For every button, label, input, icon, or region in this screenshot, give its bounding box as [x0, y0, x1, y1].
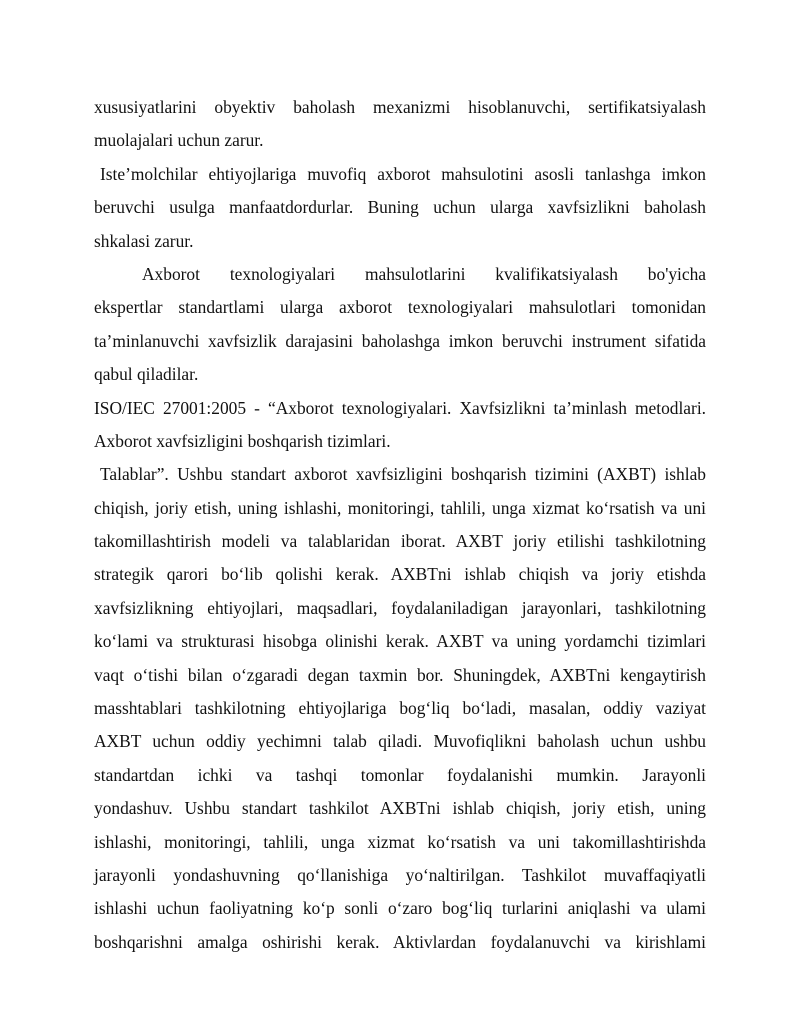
text-line: yondashuv. Ushbu standart tashkilot AXBTni ishlab chiqish, joriy etish, uning [94, 798, 706, 819]
text-line: ishlashi, monitoringi, tahlili, unga xizmat ko‘rsatish va uni takomillashtirishda [94, 831, 706, 852]
text-line: takomillashtirish modeli va talablaridan iborat. AXBT joriy etilishi tashkilotning [94, 531, 706, 552]
text-line: chiqish, joriy etish, uning ishlashi, monitoringi, tahlili, unga xizmat ko‘rsatish va uni [94, 497, 706, 518]
text-line: Axborot texnologiyalari mahsulotlarini kvalifikatsiyalash bo'yicha [142, 263, 706, 284]
text-line: jarayonli yondashuvning qo‘llanishiga yo‘naltirilgan. Tashkilot muvaffaqiyatli [94, 864, 706, 885]
text-line: qabul qiladilar. [94, 364, 199, 385]
text-line: standartdan ichki va tashqi tomonlar foydalanishi mumkin. Jarayonli [94, 764, 706, 785]
text-line: vaqt o‘tishi bilan o‘zgaradi degan taxmin bor. Shuningdek, AXBTni kengaytirish [94, 664, 706, 685]
text-line: ta’minlanuvchi xavfsizlik darajasini baholashga imkon beruvchi instrument sifatida [94, 330, 706, 351]
text-line: Axborot xavfsizligini boshqarish tizimlari. [94, 430, 391, 451]
text-line: shkalasi zarur. [94, 230, 194, 251]
text-line: xususiyatlarini obyektiv baholash mexanizmi hisoblanuvchi, sertifikatsiyalash [94, 97, 706, 117]
text-line: strategik qarori bo‘lib qolishi kerak. AXBTni ishlab chiqish va joriy etishda [94, 564, 706, 585]
text-line: xavfsizlikning ehtiyojlari, maqsadlari, foydalaniladigan jarayonlari, tashkilotning [94, 597, 706, 618]
text-line: beruvchi usulga manfaatdordurlar. Buning uchun ularga xavfsizlikni baholash [94, 197, 706, 218]
text-line: ishlashi uchun faoliyatning ko‘p sonli o‘zaro bog‘liq turlarini aniqlashi va ulami [94, 898, 706, 919]
text-line: Iste’molchilar ehtiyojlariga muvofiq axborot mahsulotini asosli tanlashga imkon [100, 163, 706, 184]
text-line: boshqarishni amalga oshirishi kerak. Aktivlardan foydalanuvchi va kirishlami [94, 931, 706, 952]
text-line: masshtablari tashkilotning ehtiyojlariga bog‘liq bo‘ladi, masalan, oddiy vaziyat [94, 698, 706, 719]
text-line: ko‘lami va strukturasi hisobga olinishi kerak. AXBT va uning yordamchi tizimlari [94, 631, 706, 652]
text-line: Talablar”. Ushbu standart axborot xavfsizligini boshqarish tizimini (AXBT) ishlab [100, 464, 706, 485]
document-page [94, 91, 706, 959]
text-line: AXBT uchun oddiy yechimni talab qiladi. Muvofiqlikni baholash uchun ushbu [94, 731, 706, 752]
text-line: ekspertlar standartlami ularga axborot texnologiyalari mahsulotlari tomonidan [94, 297, 706, 318]
text-line: ISO/IEC 27001:2005 - “Axborot texnologiyalari. Xavfsizlikni ta’minlash metodlari. [94, 397, 706, 418]
text-line: muolajalari uchun zarur. [94, 130, 264, 151]
